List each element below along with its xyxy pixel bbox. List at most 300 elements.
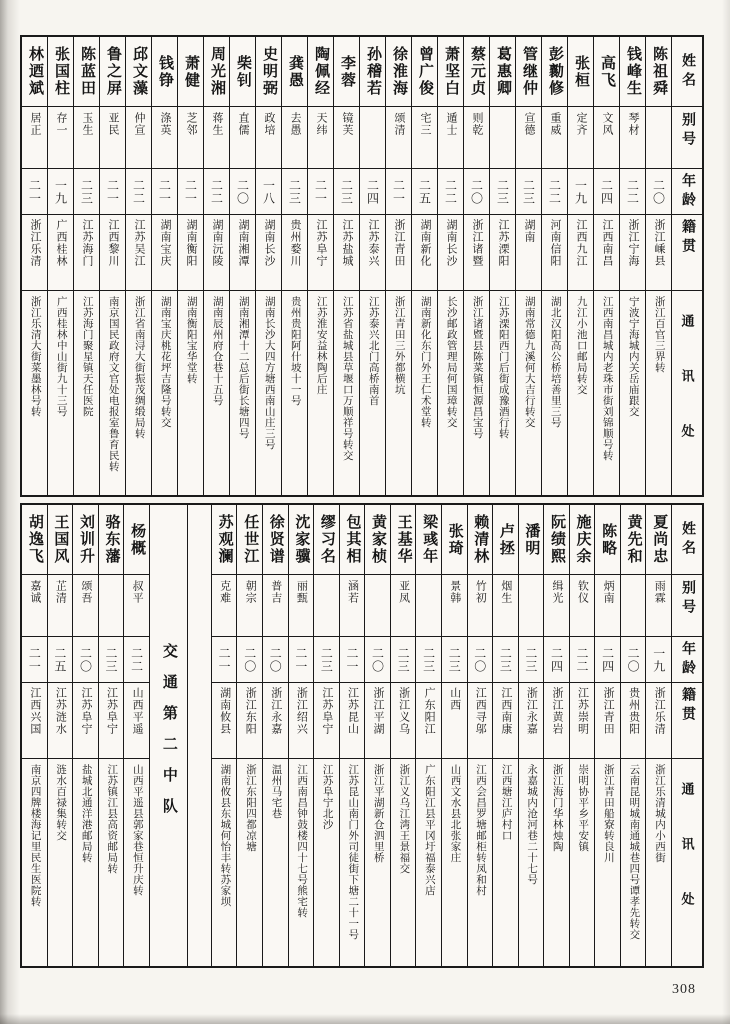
age-cell [74,169,99,215]
alias-cell [340,575,365,637]
person-column [364,505,390,966]
person-age: 二〇 [469,178,484,205]
native-cell [360,215,385,291]
contact-cell [438,291,463,495]
person-contact-address: 湖南辰州府仓巷十五号 [211,296,223,406]
name-cell [99,505,124,575]
name-cell [178,37,203,107]
age-cell [308,169,333,215]
person-native-place: 湖南长沙 [445,219,457,267]
person-alias: 政培 [263,112,275,136]
person-alias: 亚凤 [397,580,410,604]
person-column [229,37,255,495]
age-cell [22,169,47,215]
person-name: 徐淮海 [391,46,407,97]
person-native-place: 浙江永嘉 [525,687,538,735]
person-column [569,505,595,966]
native-cell [386,215,411,291]
name-cell [100,37,125,107]
alias-cell [412,107,437,169]
person-alias: 宣德 [523,112,535,136]
person-age: 二二 [209,178,224,205]
person-native-place: 湖南 [523,219,535,243]
person-contact-address: 浙江义乌江湾王景福交 [398,764,410,874]
person-alias: 涤英 [159,112,171,136]
person-age: 二三 [447,646,462,673]
name-cell [386,37,411,107]
person-contact-address: 湖南衡阳宝华堂转 [185,296,197,384]
name-cell [416,505,441,575]
alias-cell [391,575,416,637]
contact-cell [22,291,47,495]
age-cell [386,169,411,215]
person-alias: 则乾 [471,112,483,136]
name-cell [568,37,593,107]
person-native-place: 江西九江 [575,219,587,267]
alias-cell [126,107,151,169]
person-name: 曾广俊 [417,46,433,97]
alias-cell [646,575,671,637]
contact-cell [73,759,98,966]
person-name: 葛惠卿 [495,46,511,97]
person-column [645,505,671,966]
person-alias: 亚民 [107,112,119,136]
person-age: 二三 [319,646,334,673]
person-alias: 景韩 [448,580,461,604]
person-contact-address: 江苏淮安益林陶后庄 [315,296,327,395]
person-age: 二五 [417,178,432,205]
native-cell [48,215,73,291]
alias-cell [516,107,541,169]
contact-cell [464,291,489,495]
name-cell [48,505,73,575]
person-age: 二二 [575,646,590,673]
age-cell [340,637,365,683]
person-alias: 嘉诚 [28,580,41,604]
native-cell [516,215,541,291]
person-contact-address: 广东阳江县平冈圩福泰兴店 [423,764,435,896]
person-age: 二〇 [242,646,257,673]
person-native-place: 江苏阜宁 [315,219,327,267]
person-column [236,505,262,966]
age-cell [442,637,467,683]
person-native-place: 浙江义乌 [397,687,410,735]
person-age: 二三 [339,178,354,205]
age-cell [204,169,229,215]
person-alias: 去愚 [289,112,301,136]
alias-cell [442,575,467,637]
person-alias: 芷清 [54,580,67,604]
contact-cell [230,291,255,495]
person-alias: 居正 [29,112,41,136]
name-cell [314,505,339,575]
person-contact-address: 九江小池口邮局转交 [575,296,587,395]
person-age: 二四 [549,646,564,673]
person-alias: 芝邻 [185,112,197,136]
person-contact-address: 浙江乐清城内小西街 [653,764,665,863]
contact-cell [263,759,288,966]
header-contact-cell [672,291,702,495]
contact-cell [204,291,229,495]
alias-cell [621,575,646,637]
contact-cell [360,291,385,495]
alias-cell [646,107,671,169]
person-contact-address: 江西塘江庐村口 [500,764,512,841]
contact-cell [334,291,359,495]
person-native-place: 贵州婺川 [289,219,301,267]
alias-cell [124,575,149,637]
age-cell [544,637,569,683]
person-column [125,37,151,495]
age-cell [516,169,541,215]
contact-cell [340,759,365,966]
header-name-cell [672,37,702,107]
person-contact-address: 湖南攸县东城何怡丰转苏家坝 [219,764,231,907]
person-contact-address: 浙江东阳四都凉塘 [244,764,256,852]
person-column [543,505,569,966]
person-contact-address: 广西桂林中山街九十三号 [55,296,67,417]
person-name: 王国风 [52,514,69,565]
age-cell [464,169,489,215]
name-cell [391,505,416,575]
native-cell [230,215,255,291]
person-column [467,505,493,966]
person-native-place: 山西平遥 [131,687,144,735]
age-cell [289,637,314,683]
field-header-column [671,37,702,495]
name-cell [74,37,99,107]
age-cell [490,169,515,215]
native-cell [490,215,515,291]
person-age: 二二 [131,178,146,205]
age-cell [646,637,671,683]
person-column [619,37,645,495]
person-age: 二〇 [626,646,641,673]
name-cell [256,37,281,107]
header-alias-cell [672,107,702,169]
person-column [98,505,124,966]
header-native-cell [672,215,702,291]
person-column [72,505,98,966]
age-cell [100,169,125,215]
person-alias: 普吉 [269,580,282,604]
person-alias: 雨霖 [653,580,666,604]
person-native-place: 江苏崇明 [576,687,589,735]
name-cell [124,505,149,575]
blank-column [187,505,211,966]
field-header-column [671,505,702,966]
person-column [211,505,237,966]
alias-cell [595,575,620,637]
person-alias: 炳南 [602,580,615,604]
person-age: 二四 [365,178,380,205]
person-age: 二一 [217,646,232,673]
person-native-place: 湖南湘潭 [237,219,249,267]
person-contact-address: 江苏昆山南门外司徒街下塘二十一号 [347,764,359,940]
age-cell [568,169,593,215]
person-contact-address: 江西南昌钟鼓楼四十七号熊宅转 [296,764,308,918]
native-cell [442,683,467,759]
age-cell [519,637,544,683]
person-alias: 颂清 [393,112,405,136]
person-name: 李蓉 [339,54,355,89]
header-contact-cell [672,759,702,966]
person-native-place: 江苏涟水 [54,687,67,735]
person-alias: 琴材 [627,112,639,136]
native-cell [314,683,339,759]
contact-cell [178,291,203,495]
name-cell [308,37,333,107]
person-native-place: 湖南沅陵 [211,219,223,267]
contact-cell [646,291,671,495]
person-native-place: 浙江黄岩 [550,687,563,735]
person-name: 鲁之屏 [105,46,121,97]
person-contact-address: 贵州贵阳阿什坡十一号 [289,296,301,406]
native-cell [48,683,73,759]
native-cell [263,683,288,759]
age-cell [334,169,359,215]
person-alias: 宅三 [419,112,431,136]
contact-cell [493,759,518,966]
person-alias: 遁士 [445,112,457,136]
contact-cell [594,291,619,495]
person-name: 周光湘 [209,46,225,97]
person-alias: 颂吾 [79,580,92,604]
person-age: 一九 [53,178,68,205]
person-name: 梁彧年 [421,514,438,565]
person-alias: 定齐 [575,112,587,136]
contact-cell [152,291,177,495]
person-name: 陶佩经 [313,46,329,97]
native-cell [570,683,595,759]
person-name: 胡逸飞 [26,514,43,565]
person-column [415,505,441,966]
contact-cell [516,291,541,495]
native-cell [74,215,99,291]
person-name: 萧健 [183,54,199,89]
age-cell [438,169,463,215]
person-age: 二三 [523,646,538,673]
alias-cell [308,107,333,169]
alias-cell [416,575,441,637]
person-age: 二〇 [78,646,93,673]
person-name: 张国柱 [53,46,69,97]
person-name: 卢拯 [497,522,514,557]
name-cell [73,505,98,575]
native-cell [100,215,125,291]
person-native-place: 江苏阜宁 [79,687,92,735]
person-age: 二一 [27,178,42,205]
contact-cell [468,759,493,966]
person-contact-address: 湖南长沙大四方塘西南山庄三号 [263,296,275,450]
name-cell [22,505,47,575]
contact-cell [365,759,390,966]
age-cell [282,169,307,215]
person-age: 二一 [183,178,198,205]
person-name: 林迺斌 [27,46,43,97]
header-name-cell [672,505,702,575]
person-native-place: 江西南昌 [601,219,613,267]
person-age: 一九 [573,178,588,205]
person-native-place: 江西寻邬 [474,687,487,735]
person-alias: 文风 [601,112,613,136]
person-column [47,505,73,966]
name-cell [126,37,151,107]
person-contact-address: 浙江海门华林烛陶 [551,764,563,852]
person-column [203,37,229,495]
person-name: 黄家桢 [370,514,387,565]
person-age: 二二 [443,178,458,205]
alias-cell [73,575,98,637]
person-native-place: 江苏昆山 [346,687,359,735]
person-alias: 涵若 [346,580,359,604]
person-age: 二一 [313,178,328,205]
alias-cell [230,107,255,169]
alias-cell [493,575,518,637]
name-cell [365,505,390,575]
header-age-label: 年龄 [680,640,695,679]
alias-cell [490,107,515,169]
alias-cell [22,107,47,169]
alias-cell [212,575,237,637]
person-native-place: 江苏阜宁 [105,687,118,735]
header-native-cell [672,683,702,759]
contact-cell [386,291,411,495]
alias-cell [48,575,73,637]
name-cell [289,505,314,575]
person-contact-address: 浙江诸暨县陈菜镇恒源昌宝号 [471,296,483,439]
header-contact-label: 通讯处 [679,782,695,947]
native-cell [594,215,619,291]
person-name: 龚愚 [287,54,303,89]
person-alias: 克难 [218,580,231,604]
name-cell [519,505,544,575]
contact-cell [490,291,515,495]
person-contact-address: 浙江百官三界转 [653,296,665,373]
person-native-place: 江西黎川 [107,219,119,267]
age-cell [152,169,177,215]
person-contact-address: 涟水百禄集转交 [55,764,67,841]
alias-cell [237,575,262,637]
contact-cell [595,759,620,966]
person-column [123,505,149,966]
person-name: 陈略 [600,522,617,557]
person-column [73,37,99,495]
person-name: 夏尚忠 [651,514,668,565]
person-name: 张桓 [573,54,589,89]
age-cell [595,637,620,683]
person-age: 二〇 [235,178,250,205]
person-native-place: 浙江绍兴 [295,687,308,735]
person-column [281,37,307,495]
person-age: 二〇 [370,646,385,673]
person-column [385,37,411,495]
name-cell [22,37,47,107]
person-column [541,37,567,495]
name-cell [152,37,177,107]
person-native-place: 江苏海门 [81,219,93,267]
person-name: 孙稽若 [365,46,381,97]
header-contact-label: 通讯处 [679,314,695,479]
person-column [463,37,489,495]
alias-cell [386,107,411,169]
age-cell [412,169,437,215]
person-native-place: 江西兴国 [28,687,41,735]
person-column [620,505,646,966]
person-column [307,37,333,495]
person-contact-address: 宁波宁海城内关岳庙跟交 [627,296,639,417]
native-cell [204,215,229,291]
alias-cell [48,107,73,169]
person-contact-address: 湖南宝庆桃花坪吉隆号转交 [159,296,171,428]
person-native-place: 江苏泰兴 [367,219,379,267]
contact-cell [237,759,262,966]
person-native-place: 广西桂林 [55,219,67,267]
name-cell [646,505,671,575]
age-cell [391,637,416,683]
person-age: 二三 [495,178,510,205]
alias-cell [438,107,463,169]
name-cell [594,37,619,107]
native-cell [468,683,493,759]
person-column [437,37,463,495]
person-native-place: 湖南衡阳 [185,219,197,267]
person-age: 二四 [599,178,614,205]
contact-cell [442,759,467,966]
alias-cell [263,575,288,637]
person-native-place: 浙江宁海 [627,219,639,267]
native-cell [365,683,390,759]
person-contact-address: 浙江青田船寮转良川 [602,764,614,863]
person-name: 张琦 [446,522,463,557]
person-age: 二五 [52,646,67,673]
person-contact-address: 江苏溧阳西门后街成豫酒行转 [497,296,509,439]
person-age: 二一 [105,178,120,205]
person-column [515,37,541,495]
page-number: 308 [672,982,696,997]
contact-cell [74,291,99,495]
name-cell [570,505,595,575]
person-alias: 叔平 [131,580,144,604]
person-native-place: 浙江平湖 [372,687,385,735]
person-native-place: 江苏盐城 [341,219,353,267]
person-alias: 缉光 [550,580,563,604]
contact-cell [48,291,73,495]
contact-cell [646,759,671,966]
person-column [492,505,518,966]
person-alias: 朝宗 [244,580,257,604]
native-cell [646,683,671,759]
person-name: 史明弼 [261,46,277,97]
native-cell [340,683,365,759]
person-column [594,505,620,966]
age-cell [360,169,385,215]
age-cell [212,637,237,683]
native-cell [493,683,518,759]
person-native-place: 浙江青田 [602,687,615,735]
age-cell [594,169,619,215]
person-age: 二三 [104,646,119,673]
alias-cell [282,107,307,169]
person-column [262,505,288,966]
person-name: 彭勷修 [547,46,563,97]
contact-cell [289,759,314,966]
person-native-place: 浙江乐清 [653,687,666,735]
contact-cell [48,759,73,966]
name-cell [595,505,620,575]
native-cell [22,683,47,759]
contact-cell [416,759,441,966]
